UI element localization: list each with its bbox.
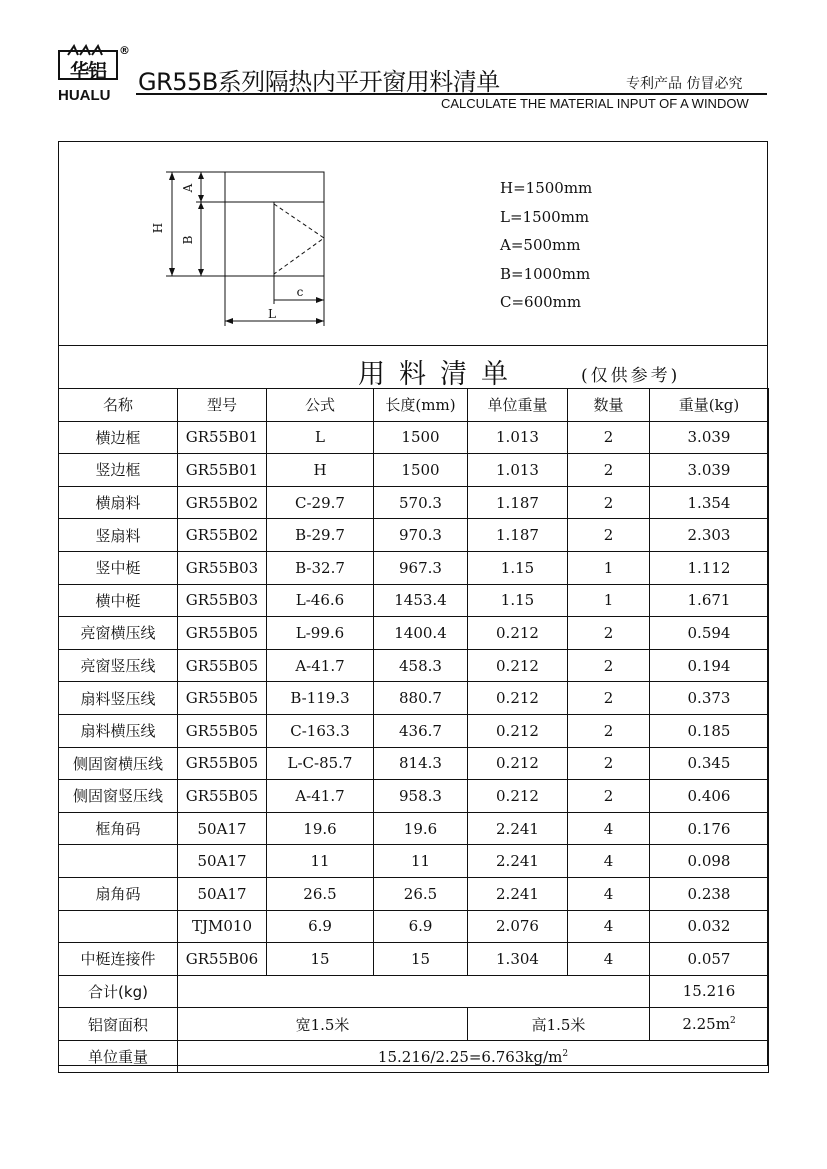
row-model: GR55B05: [178, 780, 267, 813]
row-length: 6.9: [374, 910, 468, 943]
spec-a: A=500mm: [500, 236, 581, 254]
area-value: 2.25m: [682, 1015, 730, 1034]
row-length: 1500: [374, 421, 468, 454]
row-qty: 2: [568, 649, 650, 682]
row-weight: 2.303: [650, 519, 769, 552]
table-row: [59, 421, 769, 454]
spec-list: [500, 174, 592, 317]
row-name: 扇角码: [59, 877, 178, 910]
table-row: [59, 714, 769, 747]
row-qty: 2: [568, 486, 650, 519]
row-weight: 0.185: [650, 714, 769, 747]
row-length: 880.7: [374, 682, 468, 715]
row-qty: 2: [568, 454, 650, 487]
row-name: 扇料横压线: [59, 714, 178, 747]
table-header-row: [59, 389, 769, 422]
row-length: 436.7: [374, 714, 468, 747]
dim-label-h: H: [151, 222, 165, 234]
window-diagram: [148, 168, 338, 328]
total-row: [59, 975, 769, 1008]
row-name: 侧固窗横压线: [59, 747, 178, 780]
header-name: 名称: [59, 389, 178, 422]
row-qty: 2: [568, 780, 650, 813]
row-model: GR55B02: [178, 519, 267, 552]
row-weight: 0.098: [650, 845, 769, 878]
row-qty: 4: [568, 910, 650, 943]
row-length: 1453.4: [374, 584, 468, 617]
row-name: 侧固窗竖压线: [59, 780, 178, 813]
row-qty: 2: [568, 519, 650, 552]
row-unit-weight: 0.212: [468, 780, 568, 813]
header-length: 长度(mm): [374, 389, 468, 422]
row-formula: L-46.6: [267, 584, 374, 617]
row-weight: 0.345: [650, 747, 769, 780]
row-model: TJM010: [178, 910, 267, 943]
row-model: 50A17: [178, 845, 267, 878]
row-model: GR55B05: [178, 617, 267, 650]
row-unit-weight: 0.212: [468, 714, 568, 747]
row-model: GR55B05: [178, 649, 267, 682]
row-unit-weight: 1.187: [468, 486, 568, 519]
row-length: 814.3: [374, 747, 468, 780]
material-list-heading: [58, 345, 768, 389]
hualu-logo: [58, 44, 130, 104]
header-formula: 公式: [267, 389, 374, 422]
row-length: 570.3: [374, 486, 468, 519]
row-unit-weight: 1.013: [468, 454, 568, 487]
spec-b: B=1000mm: [500, 264, 591, 283]
area-sup: 2: [729, 1016, 736, 1027]
row-name: 亮窗横压线: [59, 617, 178, 650]
row-unit-weight: 1.15: [468, 551, 568, 584]
table-row: [59, 519, 769, 552]
row-formula: L: [267, 421, 374, 454]
row-qty: 1: [568, 584, 650, 617]
row-length: 970.3: [374, 519, 468, 552]
row-unit-weight: 2.241: [468, 845, 568, 878]
table-row: [59, 682, 769, 715]
header-model: 型号: [178, 389, 267, 422]
row-weight: 0.194: [650, 649, 769, 682]
row-formula: A-41.7: [267, 649, 374, 682]
row-model: GR55B05: [178, 714, 267, 747]
row-weight: 0.238: [650, 877, 769, 910]
table-row: [59, 584, 769, 617]
row-formula: 19.6: [267, 812, 374, 845]
row-unit-weight: 1.15: [468, 584, 568, 617]
dim-label-a: A: [181, 183, 195, 193]
patent-notice: 专利产品 仿冒必究: [626, 76, 743, 92]
total-label: 合计(kg): [59, 975, 178, 1008]
row-formula: L-C-85.7: [267, 747, 374, 780]
area-label: 铝窗面积: [59, 1008, 178, 1041]
row-model: 50A17: [178, 877, 267, 910]
row-qty: 2: [568, 682, 650, 715]
row-qty: 4: [568, 812, 650, 845]
unit-weight-row: [59, 1040, 769, 1073]
table-row: [59, 877, 769, 910]
row-model: GR55B05: [178, 747, 267, 780]
row-qty: 2: [568, 714, 650, 747]
row-model: GR55B03: [178, 584, 267, 617]
row-qty: 1: [568, 551, 650, 584]
area-row: [59, 1008, 769, 1041]
table-row: [59, 617, 769, 650]
row-model: GR55B01: [178, 421, 267, 454]
table-row: [59, 943, 769, 976]
row-qty: 2: [568, 617, 650, 650]
table-row: [59, 649, 769, 682]
row-name: 竖边框: [59, 454, 178, 487]
dim-label-c: c: [296, 285, 304, 299]
material-table: [58, 388, 769, 1073]
row-length: 958.3: [374, 780, 468, 813]
unit-weight-value: 15.216/2.25=6.763kg/m: [377, 1047, 563, 1066]
header-qty: 数量: [568, 389, 650, 422]
header-rule: [136, 93, 767, 95]
row-name: 亮窗竖压线: [59, 649, 178, 682]
spec-l: L=1500mm: [500, 207, 590, 226]
logo-en-text: HUALU: [58, 87, 111, 104]
table-row: [59, 910, 769, 943]
row-model: GR55B03: [178, 551, 267, 584]
row-weight: 1.354: [650, 486, 769, 519]
row-name: [59, 910, 178, 943]
row-length: 967.3: [374, 551, 468, 584]
document-title: GR55B系列隔热内平开窗用料清单: [138, 68, 500, 96]
row-weight: 0.373: [650, 682, 769, 715]
row-qty: 4: [568, 845, 650, 878]
table-row: [59, 486, 769, 519]
row-name: 扇料竖压线: [59, 682, 178, 715]
row-formula: 26.5: [267, 877, 374, 910]
row-name: 中梃连接件: [59, 943, 178, 976]
row-model: GR55B02: [178, 486, 267, 519]
row-weight: 0.032: [650, 910, 769, 943]
row-formula: B-29.7: [267, 519, 374, 552]
row-model: 50A17: [178, 812, 267, 845]
row-weight: 1.112: [650, 551, 769, 584]
row-name: [59, 845, 178, 878]
unit-weight-value-cell: [178, 1040, 769, 1073]
row-weight: 0.406: [650, 780, 769, 813]
section-title: 用料清单: [358, 359, 522, 390]
row-formula: B-32.7: [267, 551, 374, 584]
row-qty: 2: [568, 747, 650, 780]
row-model: GR55B05: [178, 682, 267, 715]
area-value-cell: [650, 1008, 769, 1041]
row-length: 19.6: [374, 812, 468, 845]
row-name: 竖中梃: [59, 551, 178, 584]
table-row: [59, 812, 769, 845]
row-name: 横扇料: [59, 486, 178, 519]
section-note: (仅供参考): [581, 366, 681, 386]
sash-opening-mark: [274, 204, 324, 274]
header-weight: 重量(kg): [650, 389, 769, 422]
row-unit-weight: 0.212: [468, 649, 568, 682]
row-model: GR55B06: [178, 943, 267, 976]
row-formula: H: [267, 454, 374, 487]
row-formula: L-99.6: [267, 617, 374, 650]
table-row: [59, 845, 769, 878]
row-unit-weight: 0.212: [468, 747, 568, 780]
row-length: 1500: [374, 454, 468, 487]
row-length: 11: [374, 845, 468, 878]
row-unit-weight: 2.241: [468, 877, 568, 910]
row-qty: 4: [568, 943, 650, 976]
unit-weight-sup: 2: [562, 1048, 569, 1059]
row-weight: 0.057: [650, 943, 769, 976]
row-length: 15: [374, 943, 468, 976]
logo-cn-text: 华铝: [69, 60, 106, 82]
row-weight: 3.039: [650, 421, 769, 454]
row-name: 横中梃: [59, 584, 178, 617]
row-unit-weight: 0.212: [468, 682, 568, 715]
row-formula: C-29.7: [267, 486, 374, 519]
row-unit-weight: 2.241: [468, 812, 568, 845]
row-formula: 15: [267, 943, 374, 976]
row-formula: B-119.3: [267, 682, 374, 715]
dim-label-b: B: [181, 235, 195, 245]
row-unit-weight: 2.076: [468, 910, 568, 943]
row-unit-weight: 1.187: [468, 519, 568, 552]
row-weight: 0.594: [650, 617, 769, 650]
spec-c: C=600mm: [500, 293, 582, 311]
row-formula: 11: [267, 845, 374, 878]
area-height: 高1.5米: [468, 1008, 650, 1041]
dim-label-l: L: [268, 307, 276, 321]
area-width: 宽1.5米: [178, 1008, 468, 1041]
row-formula: 6.9: [267, 910, 374, 943]
table-row: [59, 780, 769, 813]
table-row: [59, 454, 769, 487]
row-qty: 4: [568, 877, 650, 910]
row-unit-weight: 1.304: [468, 943, 568, 976]
spec-h: H=1500mm: [500, 179, 593, 197]
row-weight: 0.176: [650, 812, 769, 845]
row-name: 横边框: [59, 421, 178, 454]
row-unit-weight: 1.013: [468, 421, 568, 454]
row-length: 26.5: [374, 877, 468, 910]
table-row: [59, 747, 769, 780]
row-weight: 1.671: [650, 584, 769, 617]
unit-weight-label: 单位重量: [59, 1040, 178, 1073]
row-length: 458.3: [374, 649, 468, 682]
row-unit-weight: 0.212: [468, 617, 568, 650]
row-length: 1400.4: [374, 617, 468, 650]
table-row: [59, 551, 769, 584]
document-subtitle: CALCULATE THE MATERIAL INPUT OF A WINDOW: [441, 96, 749, 111]
row-model: GR55B01: [178, 454, 267, 487]
row-formula: A-41.7: [267, 780, 374, 813]
row-formula: C-163.3: [267, 714, 374, 747]
registered-mark: ®: [119, 44, 130, 57]
row-name: 竖扇料: [59, 519, 178, 552]
total-value: 15.216: [650, 975, 769, 1008]
row-weight: 3.039: [650, 454, 769, 487]
row-name: 框角码: [59, 812, 178, 845]
row-qty: 2: [568, 421, 650, 454]
header-unit-weight: 单位重量: [468, 389, 568, 422]
total-blank: [178, 975, 650, 1008]
